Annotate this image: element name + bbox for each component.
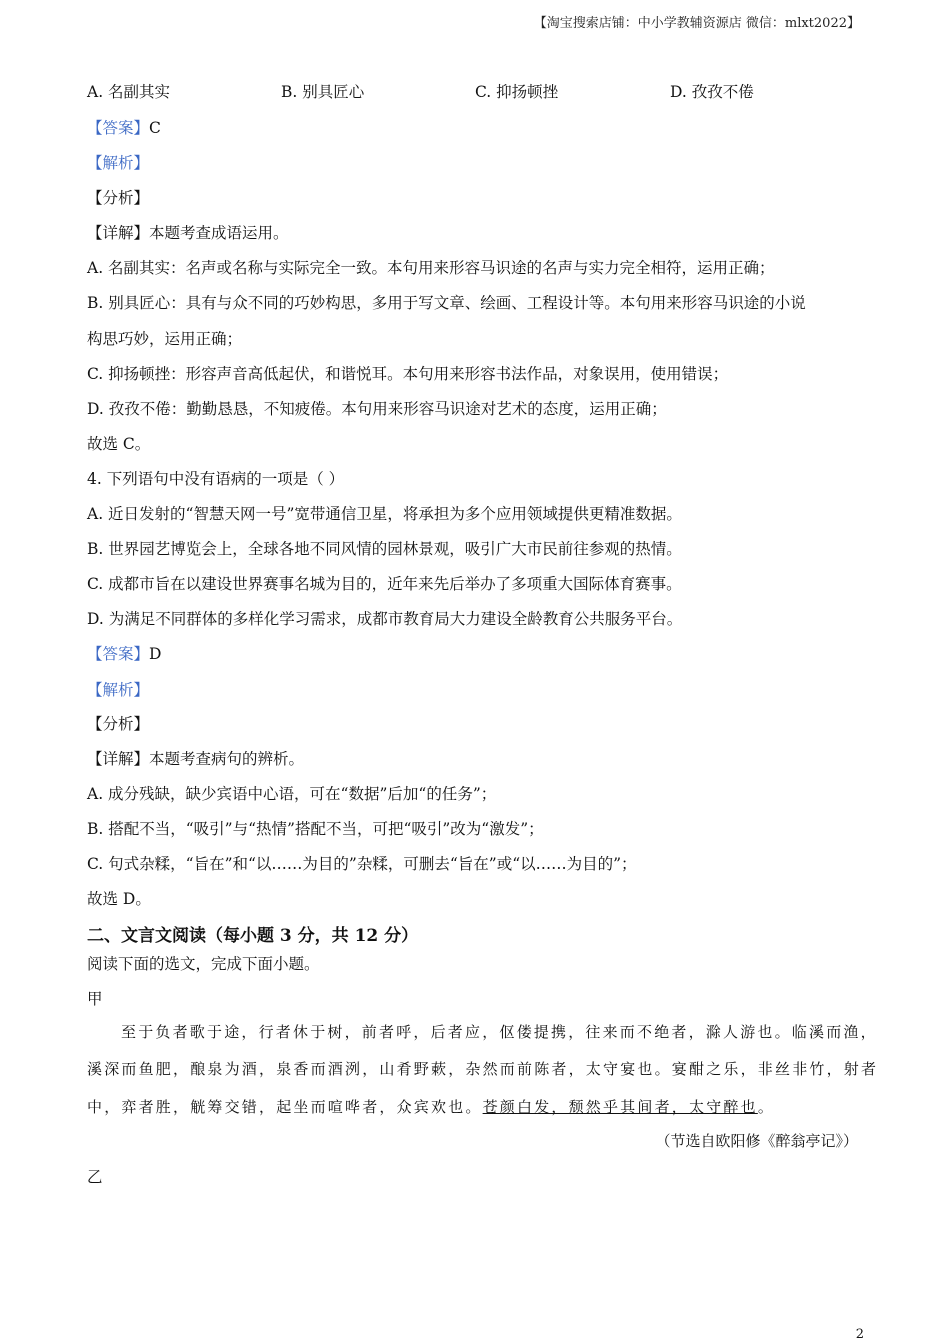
answer-value: C <box>149 119 161 137</box>
q3-line-b: B. 别具匠心：具有与众不同的巧妙构思，多用于写文章、绘画、工程设计等。本句用来形容马识途的小说 <box>87 294 806 312</box>
q4-option-d: D. 为满足不同群体的多样化学习需求，成都市教育局大力建设全龄教育公共服务平台。 <box>87 610 683 628</box>
q3-option-d: D. 孜孜不倦 <box>670 83 754 101</box>
q4-line-b: B. 搭配不当，“吸引”与“热情”搭配不当，可把“吸引”改为“激发”； <box>87 820 544 838</box>
q4-fenxi: 【分析】 <box>87 715 150 733</box>
q3-option-c: C. 抑扬顿挫 <box>475 83 559 101</box>
q3-line-b-cont: 构思巧妙，运用正确； <box>87 330 243 348</box>
passage-line-1: 至于负者歌于途，行者休于树，前者呼，后者应，伛偻提携，往来而不绝者，滁人游也。临溪而渔， <box>121 1023 878 1041</box>
passage-line-3-end: 。 <box>757 1098 776 1116</box>
q3-conclusion: 故选 C。 <box>87 435 151 453</box>
section-title: 二、文言文阅读（每小题 3 分，共 12 分） <box>87 926 419 946</box>
q3-option-b: B. 别具匠心 <box>281 83 365 101</box>
passage-source: （节选自欧阳修《醉翁亭记》） <box>655 1132 858 1150</box>
passage-line-3-text: 中，弈者胜，觥筹交错，起坐而喧哗者，众宾欢也。 <box>87 1098 483 1116</box>
q3-line-d: D. 孜孜不倦：勤勤恳恳，不知疲倦。本句用来形容马识途对艺术的态度，运用正确； <box>87 400 667 418</box>
passage-line-2: 溪深而鱼肥，酿泉为酒，泉香而酒洌，山肴野蔌，杂然而前陈者，太守宴也。宴酣之乐，非丝非竹，射者 <box>87 1060 879 1078</box>
q4-option-c: C. 成都市旨在以建设世界赛事名城为目的，近年来先后举办了多项重大国际体育赛事。 <box>87 575 682 593</box>
answer-tag: 【答案】 <box>87 119 150 137</box>
q3-jiexi-tag: 【解析】 <box>87 154 150 172</box>
q3-fenxi: 【分析】 <box>87 189 150 207</box>
q3-line-a: A. 名副其实：名声或名称与实际完全一致。本句用来形容马识途的名声与实力完全相符，运用正确； <box>87 259 775 277</box>
q4-detail: 【详解】本题考查病句的辨析。 <box>87 750 305 768</box>
answer-tag: 【答案】 <box>87 645 150 663</box>
q3-option-a: A. 名副其实 <box>87 83 171 101</box>
q4-line-a: A. 成分残缺，缺少宾语中心语，可在“数据”后加“的任务”； <box>87 785 497 803</box>
q4-answer <box>87 642 161 664</box>
q4-option-b: B. 世界园艺博览会上，全球各地不同风情的园林景观，吸引广大市民前往参观的热情。 <box>87 540 682 558</box>
q3-answer <box>87 116 161 138</box>
q3-line-c: C. 抑扬顿挫：形容声音高低起伏，和谐悦耳。本句用来形容书法作品，对象误用，使用错误； <box>87 365 729 383</box>
q4-line-c: C. 句式杂糅，“旨在”和“以……为目的”杂糅，可删去“旨在”或“以……为目的”； <box>87 855 637 873</box>
q4-jiexi-tag: 【解析】 <box>87 681 150 699</box>
q4-option-a: A. 近日发射的“智慧天网一号”宽带通信卫星，将承担为多个应用领域提供更精准数据。 <box>87 505 682 523</box>
passage-label-jia: 甲 <box>87 990 103 1008</box>
section-instruction: 阅读下面的选文，完成下面小题。 <box>87 955 320 973</box>
page-header: 【淘宝搜索店铺：中小学教辅资源店 微信：mlxt2022】 <box>533 16 860 31</box>
q3-detail: 【详解】本题考查成语运用。 <box>87 224 289 242</box>
passage-label-yi: 乙 <box>87 1168 103 1186</box>
q4-question: 4. 下列语句中没有语病的一项是（ ） <box>87 470 345 488</box>
underlined-sentence: 苍颜白发，颓然乎其间者，太守醉也 <box>482 1098 758 1116</box>
q4-conclusion: 故选 D。 <box>87 890 151 908</box>
answer-value: D <box>149 645 162 663</box>
page-number: 2 <box>855 1327 864 1342</box>
passage-line-3 <box>87 1096 857 1117</box>
q3-options <box>87 80 867 102</box>
